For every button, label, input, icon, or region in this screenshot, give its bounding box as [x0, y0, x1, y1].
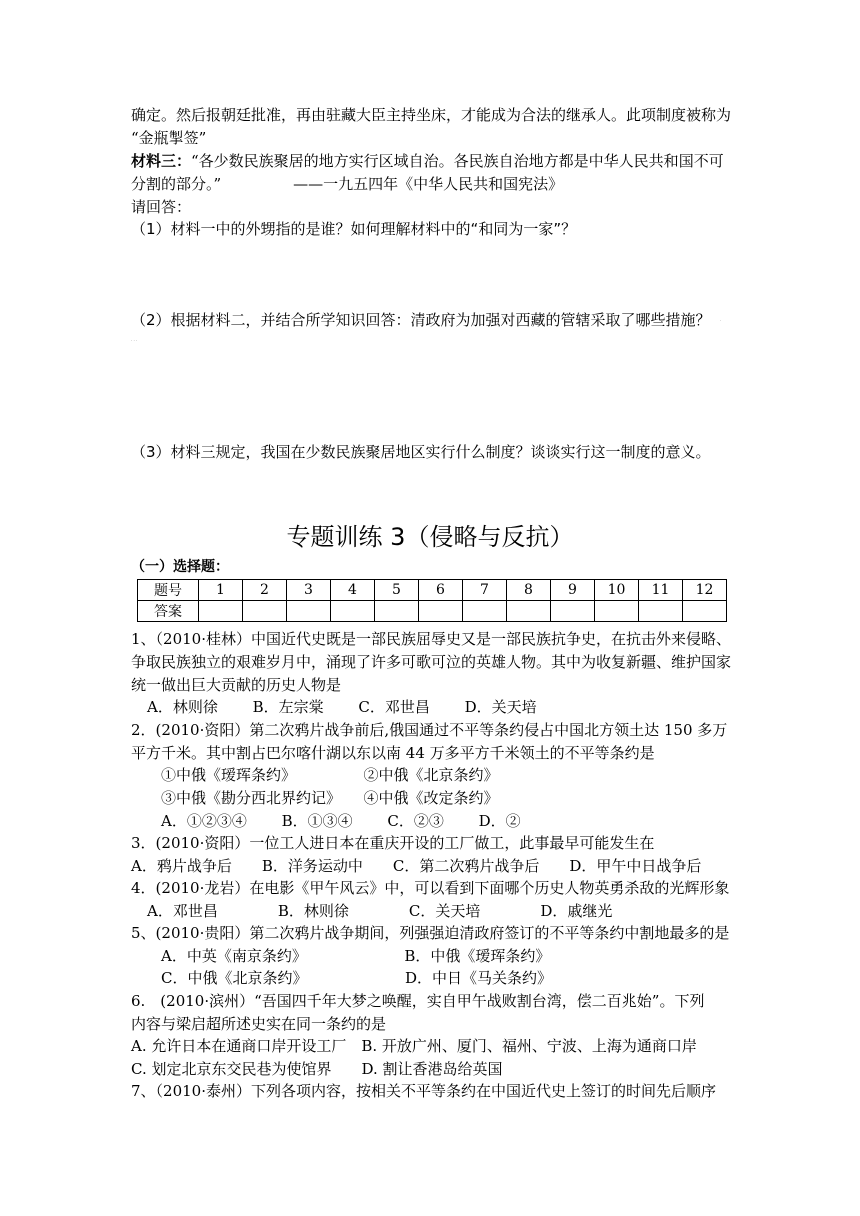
answer-cell[interactable]: [331, 601, 375, 622]
item-line: 3．(2010·资阳）一位工人进日本在重庆开设的工厂做工，此事最早可能发生在: [131, 834, 655, 852]
table-cell: 6: [419, 580, 463, 601]
answer-cell[interactable]: [595, 601, 639, 622]
answer-cell[interactable]: [243, 601, 287, 622]
table-cell: 9: [551, 580, 595, 601]
material-3-text-2: 分割的部分。”: [131, 175, 222, 193]
answer-cell[interactable]: [199, 601, 243, 622]
table-cell: 11: [639, 580, 683, 601]
item-line: A．①②③④ B．①③④ C．②③ D．②: [161, 812, 521, 830]
item-line: 统一做出巨大贡献的历史人物是: [131, 676, 342, 694]
answer-cell[interactable]: [375, 601, 419, 622]
item-line: A．中英《南京条约》 B．中俄《瑷珲条约》: [161, 947, 551, 965]
answer-cell[interactable]: [507, 601, 551, 622]
table-cell: 3: [287, 580, 331, 601]
material-3-source: ——一九五四年《中华人民共和国宪法》: [293, 175, 564, 193]
answer-cell[interactable]: [463, 601, 507, 622]
answer-cell[interactable]: [287, 601, 331, 622]
item-line: C．中俄《北京条约》 D．中日《马关条约》: [161, 969, 553, 987]
answer-table: [137, 579, 727, 622]
table-cell: 8: [507, 580, 551, 601]
answer-cell[interactable]: [639, 601, 683, 622]
material-3-line-2: [131, 174, 563, 194]
intro-line-1: 确定。然后报朝廷批准，再由驻藏大臣主持坐床，才能成为合法的继承人。此项制度被称为: [131, 106, 732, 124]
faint-mark-1: ·: [720, 318, 722, 323]
section-heading: （一）选择题：: [131, 559, 229, 575]
item-line: 7、（2010·泰州）下列各项内容，按相关不平等条约在中国近代史上签订的时间先后顺序: [131, 1082, 716, 1100]
item-line: 5、(2010·贵阳）第二次鸦片战争期间，列强强迫清政府签订的不平等条约中割地最多的是: [131, 924, 730, 942]
faint-mark-2: · · ·: [131, 338, 138, 343]
item-line: A．鸦片战争后 B．洋务运动中 C．第二次鸦片战争后 D．甲午中日战争后: [131, 857, 702, 875]
intro-line-2: “金瓶掣签”: [131, 129, 207, 147]
table-cell: 10: [595, 580, 639, 601]
answer-cell[interactable]: [419, 601, 463, 622]
table-cell: 1: [199, 580, 243, 601]
item-line: 4．(2010·龙岩）在电影《甲午风云》中，可以看到下面哪个历史人物英勇杀敌的光辉形象: [131, 879, 730, 897]
item-line: 6. (2010·滨州）“吾国四千年大梦之唤醒，实自甲午战败割台湾，偿二百兆始”。下列: [131, 992, 705, 1010]
table-cell: 2: [243, 580, 287, 601]
item-line: C. 划定北京东交民巷为使馆界 D. 割让香港岛给英国: [131, 1060, 503, 1078]
table-cell: 题号: [138, 580, 199, 601]
table-cell: 5: [375, 580, 419, 601]
page-title: 专题训练 3（侵略与反抗）: [286, 523, 574, 551]
table-row: [138, 580, 727, 601]
item-line: 平方千米。其中割占巴尔喀什湖以东以南 44 万多平方千米领土的不平等条约是: [131, 744, 655, 762]
table-row: [138, 601, 727, 622]
table-cell: 12: [683, 580, 727, 601]
item-line: A．邓世昌 B．林则徐 C．关天培 D．戚继光: [147, 902, 613, 920]
answer-prompt: 请回答：: [131, 198, 192, 216]
table-cell: 4: [331, 580, 375, 601]
material-3-text: “各少数民族聚居的地方实行区域自治。各民族自治地方都是中华人民共和国不可: [191, 152, 724, 170]
item-line: ③中俄《勘分西北界约记》 ④中俄《改定条约》: [161, 789, 499, 807]
item-line: 争取民族独立的艰难岁月中，涌现了许多可歌可泣的英雄人物。其中为收复新疆、维护国家: [131, 653, 732, 671]
question-3: （3）材料三规定，我国在少数民族聚居地区实行什么制度？谈谈实行这一制度的意义。: [131, 443, 711, 461]
item-line: 内容与梁启超所述史实在同一条约的是: [131, 1015, 387, 1033]
table-cell: 7: [463, 580, 507, 601]
item-line: 2．(2010·资阳）第二次鸦片战争前后,俄国通过不平等条约侵占中国北方领土达 150 多万: [131, 721, 728, 739]
question-2: （2）根据材料二，并结合所学知识回答：清政府为加强对西藏的管辖采取了哪些措施？: [131, 311, 711, 329]
material-3-line-1: [131, 151, 724, 171]
answer-cell[interactable]: [551, 601, 595, 622]
item-line: 1、（2010·桂林）中国近代史既是一部民族屈辱史又是一部民族抗争史，在抗击外来侵略、: [131, 630, 731, 648]
item-line: ①中俄《瑷珲条约》 ②中俄《北京条约》: [161, 766, 499, 784]
item-line: A. 允许日本在通商口岸开设工厂 B. 开放广州、厦门、福州、宁波、上海为通商口岸: [131, 1037, 697, 1055]
question-1: （1）材料一中的外甥指的是谁？如何理解材料中的“和同为一家”？: [131, 220, 577, 238]
answer-cell[interactable]: [683, 601, 727, 622]
table-cell: 答案: [138, 601, 199, 622]
item-line: A．林则徐 B．左宗棠 C．邓世昌 D．关天培: [147, 698, 537, 716]
material-3-label: 材料三：: [131, 152, 192, 170]
